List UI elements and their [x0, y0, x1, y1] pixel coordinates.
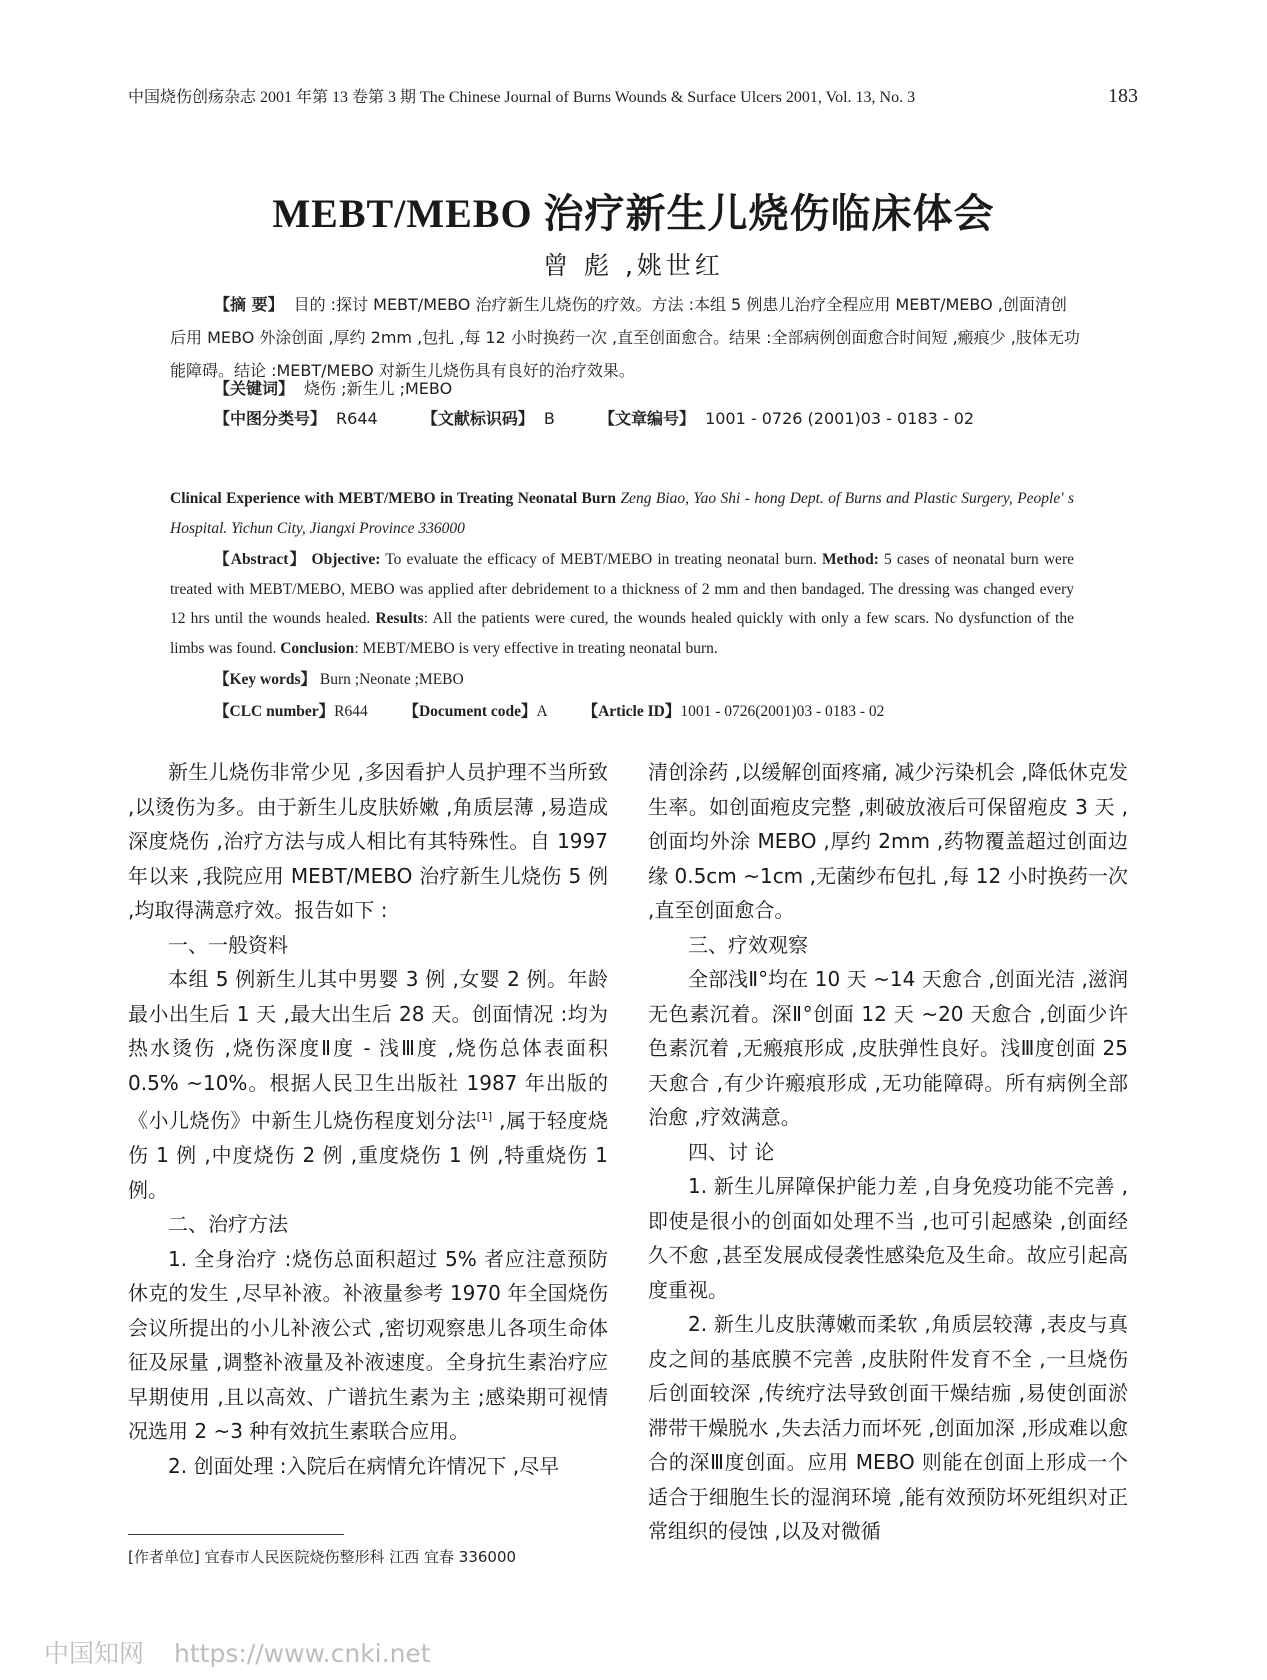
en-keywords-text: Burn ;Neonate ;MEBO: [319, 671, 464, 688]
en-abstract-label: 【Abstract】: [214, 551, 307, 568]
cn-keywords-text: 烧伤 ;新生儿 ;MEBO: [304, 379, 453, 398]
en-abstract: [170, 484, 1074, 726]
en-conclusion-label: Conclusion: [280, 639, 355, 657]
cn-classification: [170, 402, 1080, 435]
body-paragraph: 1. 全身治疗 :烧伤总面积超过 5% 者应注意预防休克的发生 ,尽早补液。补液量参考 1970 年全国烧伤会议所提出的小儿补液公式 ,密切观察患儿各项生命体征及尿量 ,调整补液量及补液速度。全身抗生素治疗应早期使用 ,且以高效、广谱抗生素为主 ;感染期可视情况选用 2 ~3 种有效抗生素联合应用。: [128, 1246, 608, 1444]
en-article-id-label: 【Article ID】: [582, 702, 681, 720]
cn-abstract-text: 目的 :探讨 MEBT/MEBO 治疗新生儿烧伤的疗效。方法 :本组 5 例患儿治疗全程应用 MEBT/MEBO ,创面清创后用 MEBO 外涂创面 ,厚约 2mm ,包扎 ,每 12 小时换药一次 ,直至创面愈合。结果 :全部病例创面愈合时间短 ,瘢痕少 ,肢体无功能障碍。结论 :MEBT/MEBO 对新生儿烧伤具有良好的治疗效果。: [170, 295, 1080, 380]
cn-doc-code-label: 【文献标识码】: [421, 409, 534, 428]
article-authors: 曾 彪 ,姚世红: [543, 251, 724, 280]
en-objective-label: Objective:: [311, 551, 381, 568]
en-method-text: 5 cases of neonatal burn were treated with MEBT/MEBO, MEBO was applied after debridement to a thickness of 2 mm and then bandaged. The dressing was changed every 12 hrs until the wounds healed.: [170, 551, 1074, 627]
en-doc-code-label: 【Document code】: [403, 702, 537, 720]
en-clc-label: 【CLC number】: [214, 702, 335, 720]
body-paragraph: 2. 创面处理 :入院后在病情允许情况下 ,尽早: [168, 1453, 560, 1478]
running-header: [128, 84, 1138, 108]
section-heading: 一、一般资料: [168, 932, 288, 957]
cn-clc-label: 【中图分类号】: [214, 409, 327, 428]
en-doc-code-value: A: [536, 702, 547, 720]
en-results-text: : All the patients were cured, the wounds healed quickly with only a few scars. No dysfunction of the limbs was found.: [170, 610, 1074, 657]
en-results-label: Results: [375, 610, 424, 627]
en-objective-text: To evaluate the efficacy of MEBT/MEBO in treating neonatal burn.: [385, 551, 817, 568]
author-affiliation-footnote: [作者单位] 宜春市人民医院烧伤整形科 江西 宜春 336000: [128, 1548, 517, 1566]
body-paragraph: 新生儿烧伤非常少见 ,多因看护人员护理不当所致 ,以烫伤为多。由于新生儿皮肤娇嫩 ,角质层薄 ,易造成深度烧伤 ,治疗方法与成人相比有其特殊性。自 1997 年以来 ,我院应用 MEBT/MEBO 治疗新生儿烧伤 5 例 ,均取得满意疗效。报告如下 :: [128, 760, 608, 922]
body-paragraph: [128, 962, 608, 1207]
en-authors: Zeng Biao, Yao Shi - hong Dept. of Burns and Plastic Surgery, People' s Hospital. Yichun City, Jiangxi Province 336000: [170, 490, 1074, 537]
watermark-url: https://www.cnki.net: [174, 1639, 431, 1668]
watermark-brand: 中国知网: [44, 1639, 145, 1668]
section-heading: 二、治疗方法: [168, 1212, 288, 1237]
en-title: Clinical Experience with MEBT/MEBO in Treating Neonatal Burn: [170, 490, 617, 507]
journal-citation: 中国烧伤创疡杂志 2001 年第 13 卷第 3 期 The Chinese Journal of Burns Wounds & Surface Ulcers 2001, Vol. 13, No. 3: [128, 89, 916, 106]
en-keywords-label: 【Key words】: [214, 671, 317, 688]
body-right-column: [648, 755, 1128, 1549]
page-number: 183: [1108, 85, 1138, 107]
body-left-column: [128, 755, 608, 1483]
cn-doc-code-value: B: [543, 409, 555, 428]
citation-ref: [1]: [476, 1110, 493, 1123]
body-paragraph-text: 本组 5 例新生儿其中男婴 3 例 ,女婴 2 例。年龄最小出生后 1 天 ,最大出生后 28 天。创面情况 :均为热水烫伤 ,烧伤深度Ⅱ度 - 浅Ⅲ度 ,烧伤总体表面积 0.5% ~10%。根据人民卫生出版社 1987 年出版的《小儿烧伤》中新生儿烧伤程度划分法: [128, 967, 608, 1133]
article-title: MEBT/MEBO 治疗新生儿烧伤临床体会: [272, 191, 995, 236]
cn-clc-value: R644: [336, 409, 378, 428]
cnki-watermark: [44, 1634, 431, 1670]
section-heading: 三、疗效观察: [688, 932, 808, 957]
body-paragraph: 1. 新生儿屏障保护能力差 ,自身免疫功能不完善 ,即使是很小的创面如处理不当 ,也可引起感染 ,创面经久不愈 ,甚至发展成侵袭性感染危及生命。故应引起高度重视。: [648, 1174, 1128, 1302]
en-clc-value: R644: [334, 702, 368, 720]
cn-keywords: [170, 372, 1080, 405]
body-paragraph: 全部浅Ⅱ°均在 10 天 ~14 天愈合 ,创面光洁 ,滋润无色素沉着。深Ⅱ°创面 12 天 ~20 天愈合 ,创面少许色素沉着 ,无瘢痕形成 ,皮肤弹性良好。浅Ⅲ度创面 25 天愈合 ,有少许瘢痕形成 ,无功能障碍。所有病例全部治愈 ,疗效满意。: [648, 967, 1128, 1129]
section-heading: 四、讨 论: [688, 1139, 775, 1164]
en-method-label: Method:: [822, 551, 879, 568]
body-paragraph: 清创涂药 ,以缓解创面疼痛, 减少污染机会 ,降低休克发生率。如创面疱皮完整 ,刺破放液后可保留疱皮 3 天 ,创面均外涂 MEBO ,厚约 2mm ,药物覆盖超过创面边缘 0.5cm ~1cm ,无菌纱布包扎 ,每 12 小时换药一次 ,直至创面愈合。: [648, 760, 1128, 922]
body-paragraph-text: ,属于轻度烧伤 1 例 ,中度烧伤 2 例 ,重度烧伤 1 例 ,特重烧伤 1 例。: [128, 1108, 608, 1202]
cn-article-id-label: 【文章编号】: [599, 409, 696, 428]
cn-keywords-label: 【关键词】: [214, 379, 295, 398]
cn-abstract-label: 【摘 要】: [214, 295, 284, 314]
cn-article-id-value: 1001 - 0726 (2001)03 - 0183 - 02: [705, 409, 975, 428]
en-conclusion-text: : MEBT/MEBO is very effective in treating neonatal burn.: [354, 639, 718, 657]
en-article-id-value: 1001 - 0726(2001)03 - 0183 - 02: [680, 702, 885, 720]
body-paragraph: 2. 新生儿皮肤薄嫩而柔软 ,角质层较薄 ,表皮与真皮之间的基底膜不完善 ,皮肤附件发育不全 ,一旦烧伤后创面较深 ,传统疗法导致创面干燥结痂 ,易使创面淤滞带干燥脱水 ,失去活力而坏死 ,创面加深 ,形成难以愈合的深Ⅲ度创面。应用 MEBO 则能在创面上形成一个适合于细胞生长的湿润环境 ,能有效预防坏死组织对正常组织的侵蚀 ,以及对微循: [648, 1312, 1128, 1543]
footnote-divider: [128, 1534, 344, 1535]
